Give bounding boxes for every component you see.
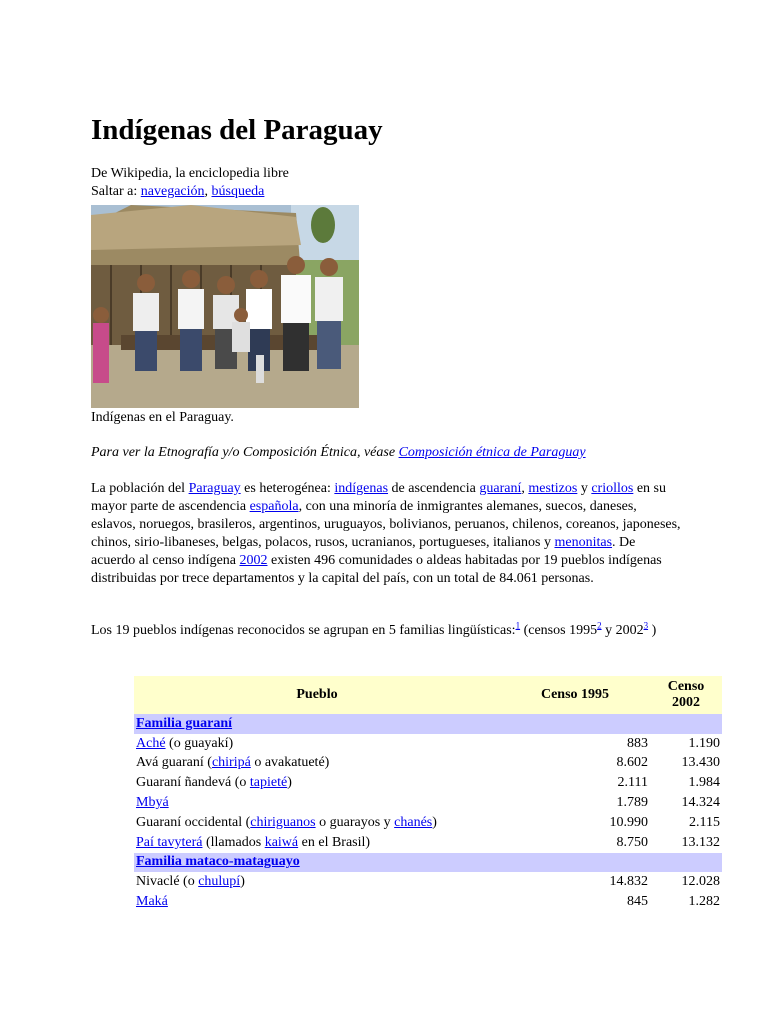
pueblo-cell (134, 892, 500, 912)
pueblo-text: (o guayakí) (165, 735, 234, 751)
pueblo-cell (134, 793, 500, 813)
header-censo-2002: Censo 2002 (650, 676, 722, 714)
guarani-link[interactable]: guaraní (479, 481, 522, 496)
pueblo-text: ) (287, 775, 292, 791)
site-subtitle (91, 165, 289, 201)
pueblo-text: (llamados (202, 834, 265, 850)
jump-prefix: Saltar a: (91, 184, 141, 199)
censo-2002-cell: 1.984 (688, 775, 720, 791)
table-row (134, 793, 722, 813)
censo-1995-cell: 8.602 (616, 755, 648, 771)
menonitas-link[interactable]: menonitas (554, 535, 613, 550)
censo-2002-cell: 1.190 (688, 735, 720, 751)
pueblo-text: Guaraní ñandevá (o (136, 775, 250, 791)
text-run: , (521, 481, 529, 496)
pueblo-link[interactable]: Maká (136, 894, 168, 910)
reference-1-link[interactable]: 1 (515, 620, 521, 631)
pueblo-text: ) (432, 814, 437, 830)
censo-1995-cell: 8.750 (616, 834, 648, 850)
text-run: existen 496 comunidades o aldeas habitadas por 19 pueblos indígenas distribuidas por trece departamentos y la capital del país, con un total de 84.061 personas. (91, 553, 662, 586)
pueblo-text: Guaraní occidental ( (136, 814, 251, 830)
text-run: Los 19 pueblos indígenas reconocidos se agrupan en 5 familias lingüísticas: (91, 623, 516, 638)
header-pueblo: Pueblo (134, 676, 500, 714)
pueblo-link[interactable]: tapieté (249, 775, 288, 791)
indigenas-link[interactable]: indígenas (334, 481, 389, 496)
censo-2002-cell: 14.324 (681, 795, 720, 811)
pueblo-text: Nivaclé (o (136, 874, 199, 890)
text-run: es heterogénea: (240, 481, 335, 496)
pueblo-text: Avá guaraní ( (136, 755, 212, 771)
see-also-text: Para ver la Etnografía y/o Composición Étnica, véase (91, 445, 399, 460)
text-run: ) (648, 623, 657, 638)
pueblo-cell (134, 754, 500, 774)
text-run: (censos 1995 (520, 623, 598, 638)
family-row (134, 714, 722, 734)
table-row (134, 833, 722, 853)
pueblo-cell (134, 773, 500, 793)
reference-3-link[interactable]: 3 (643, 620, 649, 631)
indigenous-people-photo[interactable] (91, 205, 359, 408)
pueblo-link[interactable]: Aché (136, 735, 166, 751)
censo-1995-cell: 10.990 (609, 814, 648, 830)
year-2002-link[interactable]: 2002 (239, 553, 268, 568)
pueblo-link[interactable]: Paí tavyterá (136, 834, 203, 850)
text-run: de ascendencia (388, 481, 480, 496)
text-run: y 2002 (601, 623, 644, 638)
reference-2-link[interactable]: 2 (597, 620, 602, 631)
pueblo-text: en el Brasil) (298, 834, 371, 850)
familia-mataco-link[interactable]: Familia mataco-mataguayo (136, 854, 300, 870)
pueblo-link[interactable]: Mbyá (136, 795, 169, 811)
search-link[interactable]: búsqueda (211, 184, 265, 199)
paraguay-link[interactable]: Paraguay (188, 481, 241, 496)
table-row (134, 773, 722, 793)
population-paragraph (91, 480, 681, 588)
table-row (134, 813, 722, 833)
censo-2002-cell: 13.132 (681, 834, 720, 850)
mestizos-link[interactable]: mestizos (528, 481, 578, 496)
censo-2002-cell: 13.430 (681, 755, 720, 771)
censo-1995-cell: 2.111 (617, 775, 648, 791)
table-header-row (134, 676, 722, 714)
image-caption: Indígenas en el Paraguay. (91, 410, 234, 425)
text-run: , con una minoría de inmigrantes alemanes, suecos, daneses, eslavos, noruegos, brasileros, argentinos, uruguayos, bolivianos, peruanos, chilenos, coreanos, japoneses, chinos, sirio-libaneses, belgas, polacos, rusos, ucranianos, portugueses, italianos y (91, 499, 681, 550)
header-censo-1995: Censo 1995 (500, 676, 650, 714)
pueblo-cell (134, 872, 500, 892)
photo-illustration (91, 205, 359, 408)
pueblo-link[interactable]: kaiwá (264, 834, 299, 850)
censo-1995-cell: 845 (627, 894, 648, 910)
pueblo-cell (134, 833, 500, 853)
family-cell (134, 714, 722, 734)
pueblo-link[interactable]: chulupí (198, 874, 241, 890)
table-row (134, 872, 722, 892)
censo-1995-cell: 1.789 (616, 795, 648, 811)
text-run: . De acuerdo al censo indígena (91, 535, 636, 568)
navigation-link[interactable]: navegación (140, 184, 205, 199)
jump-links (91, 183, 289, 201)
table-row (134, 892, 722, 912)
composicion-etnica-link[interactable]: Composición étnica de Paraguay (398, 445, 586, 460)
censo-2002-cell: 2.115 (689, 814, 720, 830)
jump-separator: , (204, 184, 212, 199)
pueblo-text: ) (240, 874, 245, 890)
espanola-link[interactable]: española (249, 499, 299, 514)
pueblo-link[interactable]: chiriguanos (250, 814, 316, 830)
censo-2002-cell: 12.028 (681, 874, 720, 890)
familia-guarani-link[interactable]: Familia guaraní (136, 715, 233, 731)
page-title: Indígenas del Paraguay (91, 114, 383, 146)
family-cell (134, 853, 722, 873)
pueblo-link[interactable]: chanés (394, 814, 433, 830)
pueblo-text: o avakatueté) (250, 755, 330, 771)
text-run: y (577, 481, 592, 496)
families-paragraph (91, 622, 681, 640)
see-also-note (91, 444, 586, 462)
table-row (134, 734, 722, 754)
criollos-link[interactable]: criollos (591, 481, 634, 496)
pueblo-cell (134, 734, 500, 754)
family-row (134, 853, 722, 873)
text-run: La población del (91, 481, 189, 496)
pueblo-link[interactable]: chiripá (211, 755, 251, 771)
source-line: De Wikipedia, la enciclopedia libre (91, 166, 289, 181)
censo-1995-cell: 883 (627, 735, 648, 751)
text-run: en su mayor parte de ascendencia (91, 481, 667, 514)
pueblo-cell (134, 813, 500, 833)
censo-2002-cell: 1.282 (688, 894, 720, 910)
table-row (134, 754, 722, 774)
census-table (134, 676, 722, 912)
pueblo-text: o guarayos y (315, 814, 395, 830)
censo-1995-cell: 14.832 (609, 874, 648, 890)
